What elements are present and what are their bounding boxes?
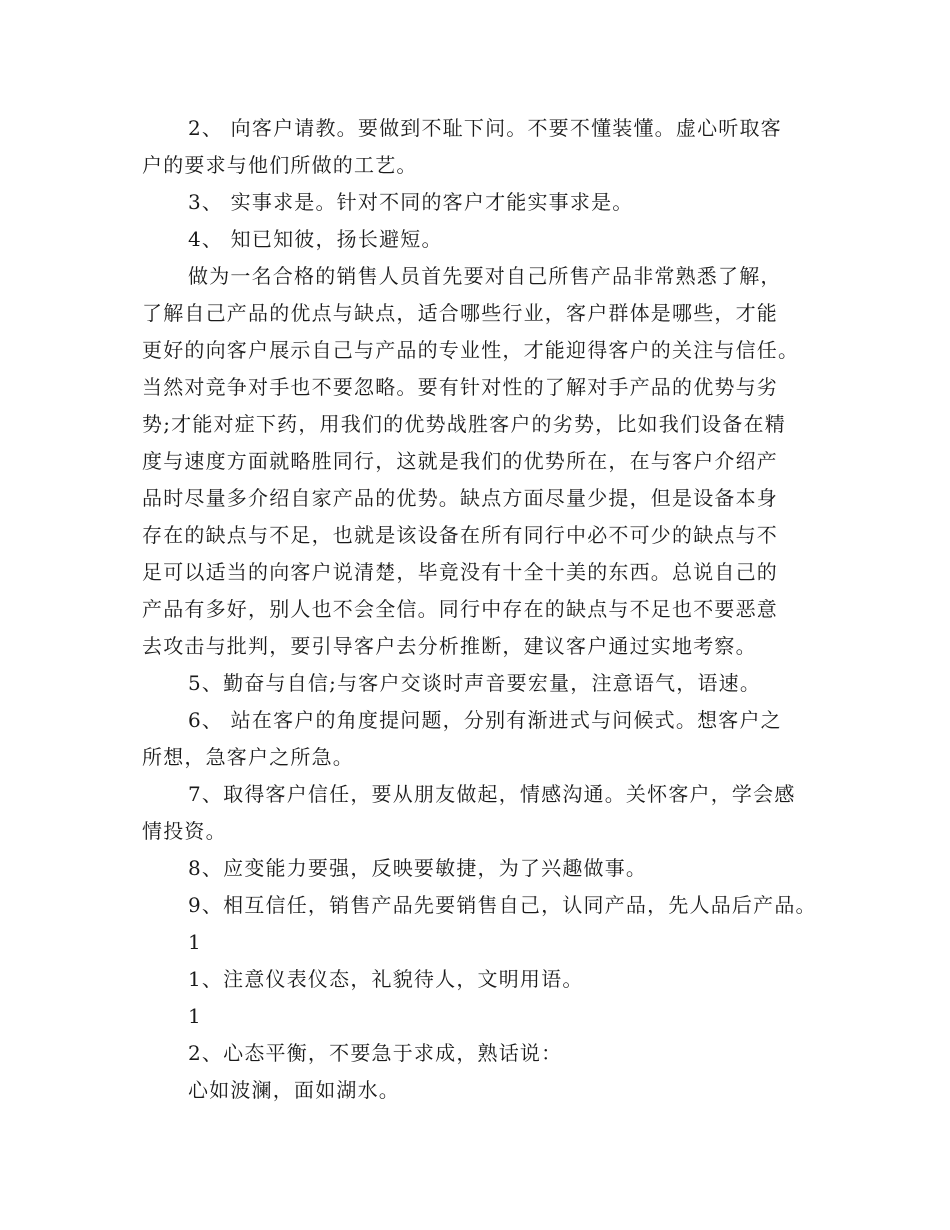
list-item-9: 9、相互信任，销售产品先要销售自己，认同产品，先人品后产品。 (188, 893, 817, 917)
subsection-item-2: 2、心态平衡，不要急于求成，熟话说： (188, 1041, 563, 1065)
subsection-item-1: 1、注意仪表仪态，礼貌待人，文明用语。 (188, 967, 584, 991)
paragraph-line-8: 存在的缺点与不足，也就是该设备在所有同行中必不可少的缺点与不 (142, 523, 778, 547)
paragraph-line-4: 当然对竞争对手也不要忽略。要有针对性的了解对手产品的优势与劣 (142, 375, 778, 399)
list-item-7-line-2: 情投资。 (142, 819, 227, 843)
list-item-4: 4、 知已知彼，扬长避短。 (188, 227, 443, 251)
subsection-item-2-quote: 心如波澜，面如湖水。 (188, 1078, 400, 1102)
section-number: 1 (188, 930, 202, 954)
list-item-8: 8、应变能力要强，反映要敏捷，为了兴趣做事。 (188, 856, 648, 880)
paragraph-line-2: 了解自己产品的优点与缺点，适合哪些行业，客户群体是哪些，才能 (142, 301, 778, 325)
paragraph-line-5: 势;才能对症下药，用我们的优势战胜客户的劣势，比如我们设备在精 (142, 412, 786, 436)
paragraph-line-10: 产品有多好，别人也不会全信。同行中存在的缺点与不足也不要恶意 (142, 597, 778, 621)
paragraph-line-1: 做为一名合格的销售人员首先要对自己所售产品非常熟悉了解， (188, 264, 782, 288)
list-item-2-line-2: 户的要求与他们所做的工艺。 (142, 153, 418, 177)
paragraph-line-6: 度与速度方面就略胜同行，这就是我们的优势所在，在与客户介绍产 (142, 449, 778, 473)
list-item-6-line-2: 所想，急客户之所急。 (142, 745, 354, 769)
paragraph-line-9: 足可以适当的向客户说清楚，毕竟没有十全十美的东西。总说自己的 (142, 560, 778, 584)
list-item-3: 3、 实事求是。针对不同的客户才能实事求是。 (188, 190, 634, 214)
paragraph-line-7: 品时尽量多介绍自家产品的优势。缺点方面尽量少提，但是设备本身 (142, 486, 778, 510)
list-item-5: 5、勤奋与自信;与客户交谈时声音要宏量，注意语气，语速。 (188, 671, 762, 695)
section-number: 1 (188, 1004, 202, 1028)
list-item-7-line-1: 7、取得客户信任，要从朋友做起，情感沟通。关怀客户，学会感 (188, 782, 796, 806)
paragraph-line-3: 更好的向客户展示自己与产品的专业性，才能迎得客户的关注与信任。 (142, 338, 800, 362)
paragraph-line-11: 去攻击与批判，要引导客户去分析推断，建议客户通过实地考察。 (142, 634, 757, 658)
list-item-6-line-1: 6、 站在客户的角度提问题，分别有渐进式与问候式。想客户之 (188, 708, 782, 732)
list-item-2-line-1: 2、 向客户请教。要做到不耻下问。不要不懂装懂。虚心听取客 (188, 116, 782, 140)
